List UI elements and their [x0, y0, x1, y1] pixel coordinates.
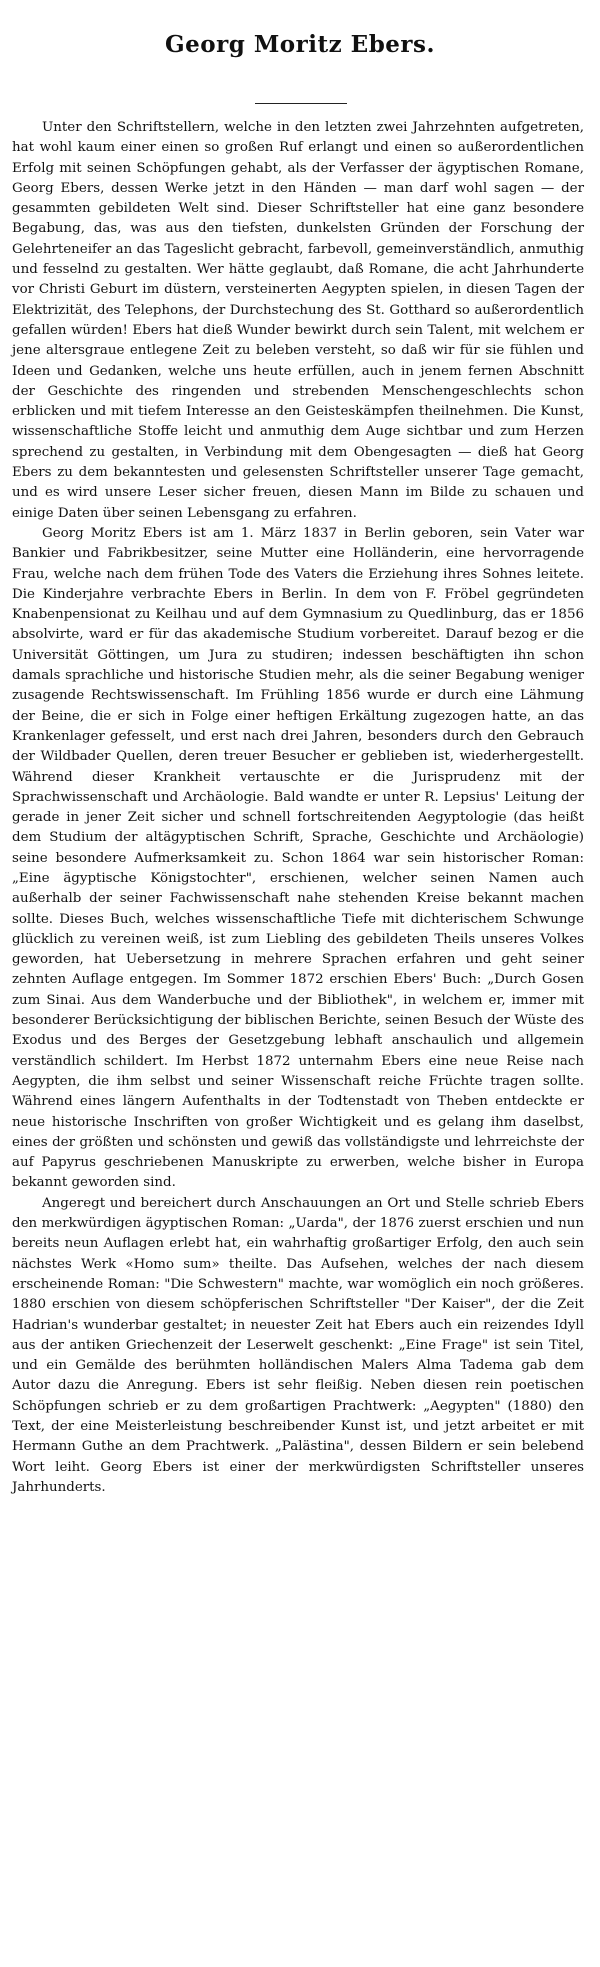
paragraph-biography: Georg Moritz Ebers ist am 1. März 1837 in Berlin geboren, sein Vater war Bankier und Fabrikbesitzer, seine Mutter eine Holländerin, eine hervorragende Frau, welche nach dem frühen Tode des Vaters die Erziehung ihres Sohnes leitete. Die Kinderjahre verbrachte Ebers in Berlin. In dem von F. Fröbel gegründeten Knabenpensionat zu Keilhau und auf dem Gymnasium zu Quedlinburg, das er 1856 absolvirte, ward er für das akademische Studium vorbereitet. Darauf bezog er die Universität Göttingen, um Jura zu studiren; indessen beschäftigten ihn schon damals sprachliche und historische Studien mehr, als die seiner Begabung weniger zusagende Rechtswissenschaft. Im Frühling 1856 wurde er durch eine Lähmung der Beine, die er sich in Folge einer heftigen Erkältung zugezogen hatte, an das Krankenlager gefesselt, und erst nach drei Jahren, besonders durch den Gebrauch der Wildbader Quellen, deren treuer Besucher er geblieben ist, wiederhergestellt. Während dieser Krankheit vertauschte er die Jurisprudenz mit der Sprachwissenschaft und Archäologie. Bald wandte er unter R. Lepsius' Leitung der gerade in jener Zeit sicher und schnell fortschreitenden Aegyptologie (das heißt dem Studium der altägyptischen Schrift, Sprache, Geschichte und Archäologie) seine besondere Aufmerksamkeit zu. Schon 1864 war sein historischer Roman: „Eine ägyptische Königstochter", erschienen, welcher seinen Namen auch außerhalb der seiner Fachwissenschaft nahe stehenden Kreise bekannt machen sollte. Dieses Buch, welches wissenschaftliche Tiefe mit dichterischem Schwunge glücklich zu vereinen weiß, ist zum Liebling des gebildeten Theils unseres Volkes geworden, hat Uebersetzung in mehrere Sprachen erfahren und geht seiner zehnten Auflage entgegen. Im Sommer 1872 erschien Ebers' Buch: „Durch Gosen zum Sinai. Aus dem Wanderbuche und der Bibliothek", in welchem er, immer mit besonderer Berücksichtigung der biblischen Berichte, seinen Besuch der Wüste des Exodus und des Berges der Gesetzgebung lebhaft anschaulich und allgemein verständlich schildert. Im Herbst 1872 unternahm Ebers eine neue Reise nach Aegypten, die ihm selbst und seiner Wissenschaft reiche Früchte tragen sollte. Während eines längern Aufenthalts in der Todtenstadt von Theben entdeckte er neue historische Inschriften von großer Wichtigkeit und es gelang ihm daselbst, eines der größten und schönsten und gewiß das vollständigste und lehrreichste der auf Papyrus geschriebenen Manuskripte zu erwerben, welche bisher in Europa bekannt geworden sind.: [12, 525, 584, 1191]
paragraph-works: Angeregt und bereichert durch Anschauungen an Ort und Stelle schrieb Ebers den merkwürdigen ägyptischen Roman: „Uarda", der 1876 zuerst erschien und nun bereits neun Auflagen erlebt hat, ein wahrhaftig großartiger Erfolg, den auch sein nächstes Werk «Homo sum» theilte. Das Aufsehen, welches der nach diesem erscheinende Roman: "Die Schwestern" machte, war womöglich ein noch größeres. 1880 erschien von diesem schöpferischen Schriftsteller "Der Kaiser", der die Zeit Hadrian's wunderbar gestaltet; in neuester Zeit hat Ebers auch ein reizendes Idyll aus der antiken Griechenzeit der Leserwelt geschenkt: „Eine Frage" ist sein Titel, und ein Gemälde des berühmten holländischen Malers Alma Tadema gab dem Autor dazu die Anregung. Ebers ist sehr fleißig. Neben diesen rein poetischen Schöpfungen schrieb er zu dem großartigen Prachtwerk: „Aegypten" (1880) den Text, der eine Meisterleistung beschreibender Kunst ist, und jetzt arbeitet er mit Hermann Guthe an dem Prachtwerk. „Palästina", dessen Bildern er sein belebend Wort leiht. Georg Ebers ist einer der merkwürdigsten Schriftsteller unseres Jahrhunderts.: [12, 1195, 584, 1495]
article-title: Georg Moritz Ebers.: [165, 31, 435, 58]
title-divider: [255, 103, 347, 104]
article-body: [12, 118, 584, 1498]
paragraph-intro: Unter den Schriftstellern, welche in den letzten zwei Jahrzehnten aufgetreten, hat wohl kaum einer einen so großen Ruf erlangt und einen so außerordentlichen Erfolg mit seinen Schöpfungen gehabt, als der Verfasser der ägyptischen Romane, Georg Ebers, dessen Werke jetzt in den Händen — man darf wohl sagen — der gesammten gebildeten Welt sind. Dieser Schriftsteller hat eine ganz besondere Begabung, das, was aus den tiefsten, dunkelsten Gründen der Forschung der Gelehrteneifer an das Tageslicht gebracht, farbevoll, gemeinverständlich, anmuthig und fesselnd zu gestalten. Wer hätte geglaubt, daß Romane, die acht Jahrhunderte vor Christi Geburt im düstern, versteinerten Aegypten spielen, in diesen Tagen der Elektrizität, des Telephons, der Durchstechung des St. Gotthard so außerordentlich gefallen würden! Ebers hat dieß Wunder bewirkt durch sein Talent, mit welchem er jene altersgraue entlegene Zeit zu beleben versteht, so daß wir für sie fühlen und Ideen und Gedanken, welche uns heute erfüllen, auch in jenem fernen Abschnitt der Geschichte des ringenden und strebenden Menschengeschlechts schon erblicken und mit tiefem Interesse an den Geisteskämpfen theilnehmen. Die Kunst, wissenschaftliche Stoffe leicht und anmuthig dem Auge sichtbar und zum Herzen sprechend zu gestalten, in Verbindung mit dem Obengesagten — dieß hat Georg Ebers zu dem bekanntesten und gelesensten Schriftsteller unserer Tage gemacht, und es wird unsere Leser sicher freuen, diesen Mann im Bilde zu schauen und einige Daten über seinen Lebensgang zu erfahren.: [12, 120, 584, 521]
